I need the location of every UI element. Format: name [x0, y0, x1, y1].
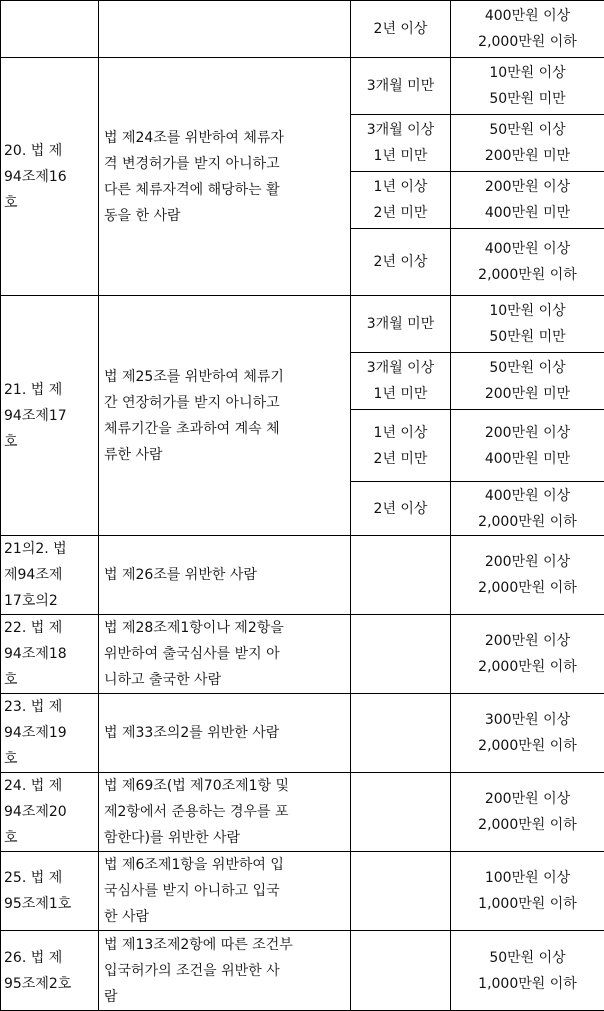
amount-cell: 10만원 이상 50만원 미만 [451, 58, 604, 115]
period-cell [351, 536, 451, 615]
amount-cell: 200만원 이상 2,000만원 이하 [451, 615, 604, 694]
amount-cell: 200만원 이상 400만원 미만 [451, 172, 604, 229]
table-row [1, 694, 604, 773]
amount-cell: 400만원 이상 2,000만원 이하 [451, 482, 604, 536]
violation-cell: 법 제33조의2를 위반한 사람 [99, 694, 351, 773]
table-row [1, 1, 604, 58]
period-cell [351, 694, 451, 773]
provision-cell: 25. 법 제 95조제1호 [1, 852, 99, 931]
table-row [1, 852, 604, 931]
amount-cell: 300만원 이상 2,000만원 이하 [451, 694, 604, 773]
period-cell: 3개월 이상 1년 미만 [351, 115, 451, 172]
period-cell: 3개월 미만 [351, 58, 451, 115]
amount-cell: 200만원 이상 2,000만원 이하 [451, 773, 604, 852]
provision-cell: 21. 법 제 94조제17 호 [1, 296, 99, 536]
provision-cell: 22. 법 제 94조제18 호 [1, 615, 99, 694]
violation-cell: 법 제13조제2항에 따른 조건부 입국허가의 조건을 위반한 사 람 [99, 931, 351, 1011]
violation-cell: 법 제25조를 위반하여 체류기 간 연장허가를 받지 아니하고 체류기간을 초과하여 계속 체 류한 사람 [99, 296, 351, 536]
provision-cell: 24. 법 제 94조제20 호 [1, 773, 99, 852]
provision-cell: 21의2. 법 제94조제 17호의2 [1, 536, 99, 615]
period-cell: 3개월 미만 [351, 296, 451, 353]
provision-cell: 20. 법 제 94조제16 호 [1, 58, 99, 296]
period-cell: 1년 이상 2년 미만 [351, 172, 451, 229]
provision-cell: 26. 법 제 95조제2호 [1, 931, 99, 1011]
period-cell: 2년 이상 [351, 1, 451, 58]
period-cell: 1년 이상 2년 미만 [351, 410, 451, 482]
violation-cell: 법 제28조제1항이나 제2항을 위반하여 출국심사를 받지 아 니하고 출국한 사람 [99, 615, 351, 694]
violation-cell: 법 제24조를 위반하여 체류자 격 변경허가를 받지 아니하고 다른 체류자격에 해당하는 활 동을 한 사람 [99, 58, 351, 296]
period-cell [351, 852, 451, 931]
amount-cell: 50만원 이상 200만원 미만 [451, 115, 604, 172]
period-cell [351, 931, 451, 1011]
provision-cell: 23. 법 제 94조제19 호 [1, 694, 99, 773]
period-cell [351, 773, 451, 852]
amount-cell: 400만원 이상 2,000만원 이하 [451, 229, 604, 296]
provision-cell [1, 1, 99, 58]
period-cell: 2년 이상 [351, 229, 451, 296]
amount-cell: 200만원 이상 2,000만원 이하 [451, 536, 604, 615]
amount-cell: 50만원 이상 1,000만원 이하 [451, 931, 604, 1011]
table-row [1, 536, 604, 615]
amount-cell: 100만원 이상 1,000만원 이하 [451, 852, 604, 931]
period-cell: 2년 이상 [351, 482, 451, 536]
table-row [1, 773, 604, 852]
amount-cell: 50만원 이상 200만원 미만 [451, 353, 604, 410]
table-row [1, 296, 604, 353]
violation-cell: 법 제69조(법 제70조제1항 및 제2항에서 준용하는 경우를 포 함한다)를 위반한 사람 [99, 773, 351, 852]
table-row [1, 58, 604, 115]
amount-cell: 200만원 이상 400만원 미만 [451, 410, 604, 482]
violation-cell: 법 제26조를 위반한 사람 [99, 536, 351, 615]
violation-cell: 법 제6조제1항을 위반하여 입 국심사를 받지 아니하고 입국 한 사람 [99, 852, 351, 931]
table-row [1, 615, 604, 694]
period-cell [351, 615, 451, 694]
amount-cell: 400만원 이상 2,000만원 이하 [451, 1, 604, 58]
amount-cell: 10만원 이상 50만원 미만 [451, 296, 604, 353]
period-cell: 3개월 이상 1년 미만 [351, 353, 451, 410]
table-row [1, 931, 604, 1011]
violation-cell [99, 1, 351, 58]
